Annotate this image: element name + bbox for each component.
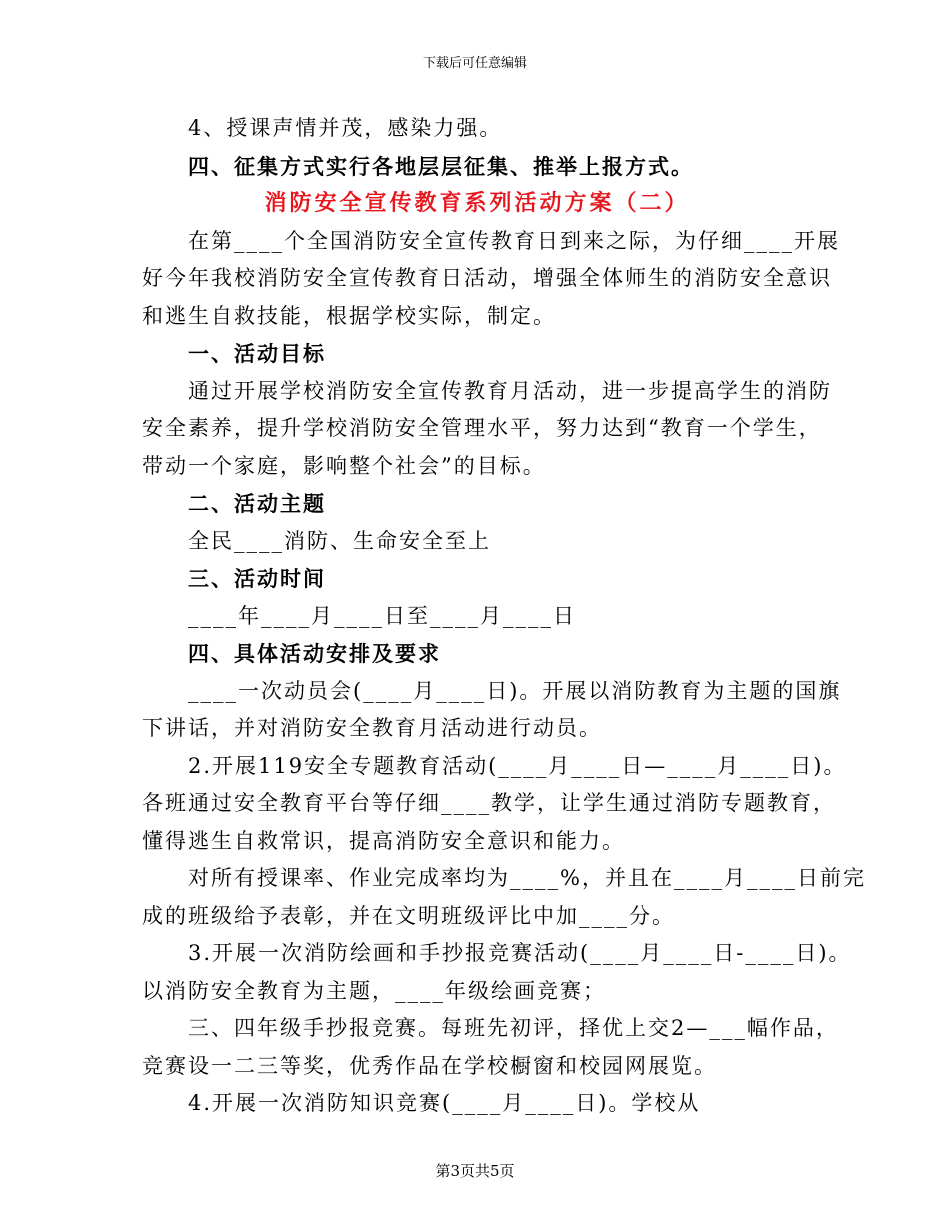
section-heading: 四、征集方式实行各地层层征集、推举上报方式。 [188, 153, 694, 179]
paragraph-line: 和逃生自救技能，根据学校实际，制定。 [142, 303, 556, 328]
paragraph-line: 下讲话，并对消防安全教育月活动进行动员。 [142, 716, 602, 740]
paragraph-line: ____一次动员会(____月____日)。开展以消防教育为主题的国旗 [188, 678, 842, 703]
paragraph-line: 通过开展学校消防安全宣传教育月活动，进一步提高学生的消防 [188, 378, 832, 403]
section-heading: 一、活动目标 [188, 341, 326, 366]
section-title: 消防安全宣传教育系列活动方案（二） [264, 190, 690, 216]
paragraph-line: 竞赛设一二三等奖，优秀作品在学校橱窗和校园网展览。 [142, 1053, 717, 1078]
paragraph-line: 4.开展一次消防知识竞赛(____月____日)。学校从 [188, 1091, 701, 1115]
section-heading: 三、活动时间 [188, 566, 326, 591]
paragraph-line: 好今年我校消防安全宣传教育日活动，增强全体师生的消防安全意识 [142, 266, 832, 290]
paragraph-line: 全民____消防、生命安全至上 [188, 528, 491, 553]
paragraph-line: 懂得逃生自救常识，提高消防安全意识和能力。 [142, 828, 625, 853]
paragraph-line: 带动一个家庭，影响整个社会”的目标。 [142, 453, 546, 478]
paragraph-line: 三、四年级手抄报竞赛。每班先初评，择优上交2—___幅作品， [188, 1016, 839, 1040]
paragraph-line: 4、授课声情并茂，感染力强。 [188, 116, 503, 140]
paragraph-line: 对所有授课率、作业完成率均为____%，并且在____月____日前完 [188, 866, 866, 890]
paragraph-line: 2.开展119安全专题教育活动(____月____日—____月____日)。 [188, 753, 847, 778]
paragraph-line: 成的班级给予表彰，并在文明班级评比中加____分。 [142, 903, 675, 928]
paragraph-line: 以消防安全教育为主题，____年级绘画竞赛； [142, 978, 606, 1003]
page-header: 下载后可任意编辑 [422, 56, 527, 71]
paragraph-line: 3.开展一次消防绘画和手抄报竞赛活动(____月____日-____日)。 [188, 941, 852, 965]
paragraph-line: 安全素养，提升学校消防安全管理水平，努力达到“教育一个学生， [142, 416, 822, 440]
paragraph-line: ____年____月____日至____月____日 [188, 603, 576, 628]
section-heading: 四、具体活动安排及要求 [188, 641, 441, 666]
paragraph-line: 在第____个全国消防安全宣传教育日到来之际，为仔细____开展 [188, 228, 840, 253]
page-footer: 第3页共5页 [435, 1162, 515, 1180]
section-heading: 二、活动主题 [188, 491, 326, 516]
paragraph-line: 各班通过安全教育平台等仔细____教学，让学生通过消防专题教育， [142, 791, 836, 815]
document-body [142, 110, 866, 1123]
